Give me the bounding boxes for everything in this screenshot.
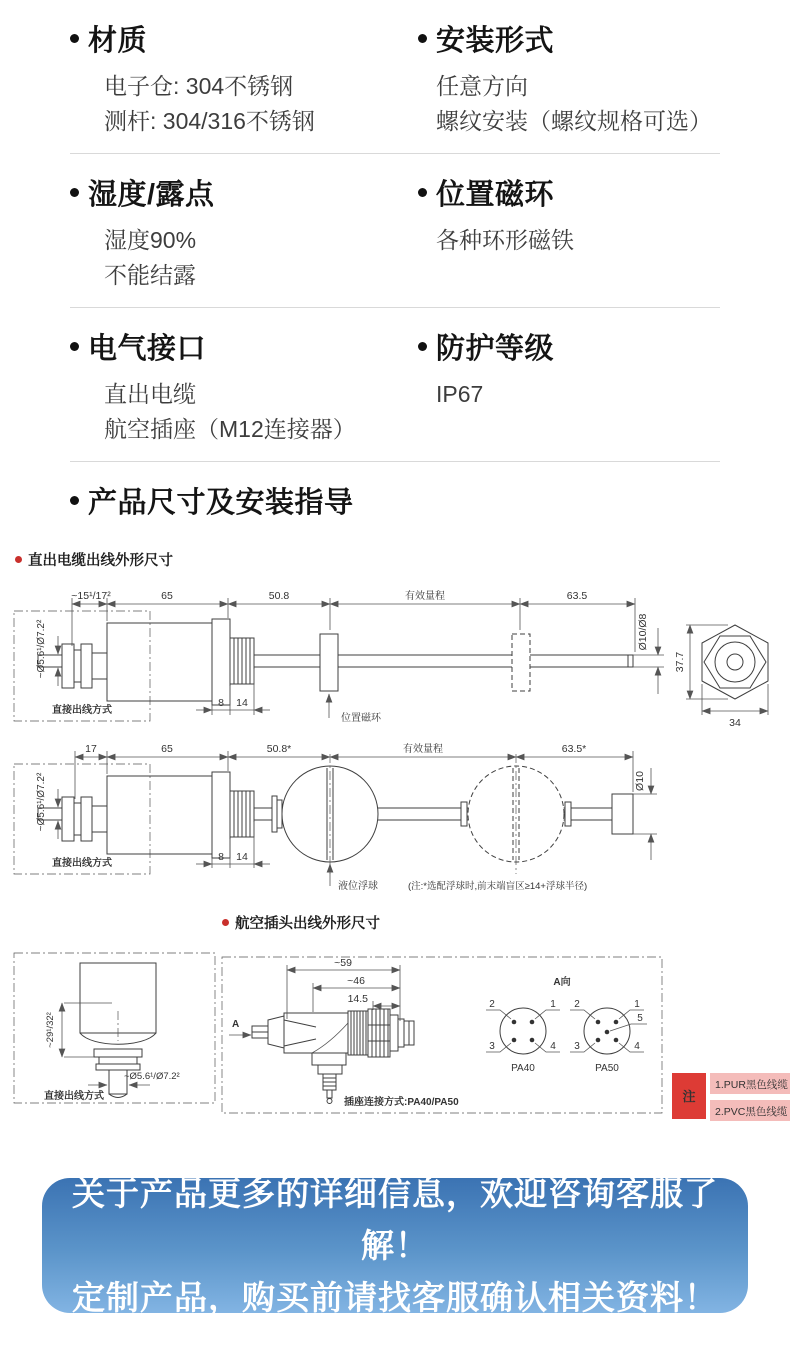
- section-title-row: [0, 480, 790, 521]
- rod-diameter-dim: [633, 768, 657, 860]
- exit-label: 直接出线方式: [44, 1091, 104, 1102]
- dim-label: 37.7: [674, 651, 686, 673]
- spec-title: 安装形式: [436, 25, 555, 57]
- spec-mounting: [418, 16, 720, 139]
- red-bullet-icon: [15, 556, 22, 563]
- pin-label: 3: [574, 1041, 580, 1052]
- bullet-icon: [70, 34, 79, 43]
- spec-humidity: [70, 170, 418, 293]
- float-callout: [330, 864, 587, 892]
- dim-label: ~15¹/17²: [71, 590, 111, 602]
- banner-line-1: 关于产品更多的详细信息，欢迎咨询客服了解！: [72, 1174, 718, 1264]
- spec-value: 湿度90%: [104, 227, 197, 253]
- pin-label: 3: [489, 1041, 495, 1052]
- drawing1-label: 直出电缆出线外形尺寸: [28, 553, 173, 569]
- dim-label: ~46: [347, 975, 365, 987]
- bullet-icon: [418, 188, 427, 197]
- spec-value: 任意方向: [436, 73, 528, 99]
- note-item: 2.PVC黑色线缆: [715, 1106, 788, 1118]
- spec-protection: [418, 324, 720, 447]
- dim-label: 65: [161, 743, 173, 755]
- spec-value: IP67: [436, 381, 484, 407]
- hex-end-view: [674, 625, 768, 729]
- cable-version-drawing: [0, 574, 790, 732]
- dim-label: 50.8*: [266, 743, 292, 755]
- drawing1-label-row: [15, 549, 790, 570]
- dim-label: 14: [236, 697, 248, 709]
- thread-dimensions: [196, 822, 270, 868]
- spec-value: 电子仓: 304不锈钢: [104, 73, 294, 99]
- bullet-icon: [418, 342, 427, 351]
- view-direction-label: A向: [553, 977, 571, 988]
- dim-label: Ø10/Ø8: [637, 613, 649, 651]
- dim-label: 14: [236, 851, 248, 863]
- dim-label: ~Ø5.6¹/Ø7.2²: [36, 772, 47, 832]
- dim-label: Ø10: [634, 771, 646, 791]
- cable-exit-box: [14, 764, 150, 874]
- cable-diameter-dim: [36, 619, 58, 686]
- dim-label: 63.5: [566, 590, 588, 602]
- magnet-label: 位置磁环: [341, 713, 381, 724]
- float-balls: [272, 754, 633, 874]
- pin-label: 1: [550, 999, 556, 1010]
- pin-label: 2: [574, 999, 580, 1010]
- dim-label: 34: [729, 717, 741, 729]
- customer-service-banner: [42, 1174, 748, 1316]
- dim-label: 14.5: [347, 993, 368, 1005]
- spec-row-1: [70, 0, 720, 154]
- pa50-pinout: [570, 999, 647, 1074]
- dim-label: 50.8: [268, 590, 290, 602]
- spec-title: 材质: [88, 25, 148, 57]
- bullet-icon: [418, 34, 427, 43]
- spec-value: 航空插座（M12连接器）: [104, 416, 356, 442]
- spec-row-2: [70, 154, 720, 308]
- aviation-plug-drawing: [0, 935, 790, 1130]
- spec-value: 各种环形磁铁: [436, 227, 574, 253]
- connector-name: PA40: [511, 1063, 535, 1074]
- dim-label: 63.5*: [561, 743, 587, 755]
- pin-label: 2: [489, 999, 495, 1010]
- elbow-connector: [229, 957, 459, 1108]
- rod-diameter-dim: [633, 613, 664, 694]
- pin-label: 4: [550, 1041, 556, 1052]
- spec-title: 防护等级: [436, 333, 555, 365]
- exit-label: 直接出线方式: [52, 705, 112, 716]
- pa40-pinout: [486, 975, 571, 1074]
- section-title: 产品尺寸及安装指导: [88, 487, 354, 519]
- cable-diameter-dim: [36, 772, 58, 839]
- magnet-ring: [320, 634, 530, 691]
- connector-name: PA50: [595, 1063, 619, 1074]
- banner-line-2: 定制产品，购买前请找客服确认相关资料！: [72, 1278, 718, 1316]
- cable-note: [672, 1073, 790, 1121]
- dim-label: 有效量程: [405, 591, 445, 602]
- pin-label: 5: [637, 1013, 643, 1024]
- spec-title: 电气接口: [88, 333, 207, 365]
- cable-exit-box: [14, 611, 150, 721]
- spec-value: 测杆: 304/316不锈钢: [104, 108, 315, 134]
- note-tag: 注: [682, 1089, 696, 1104]
- plug-frame: [222, 957, 662, 1113]
- spec-title: 湿度/露点: [88, 179, 215, 211]
- float-label: 液位浮球: [338, 881, 378, 892]
- dim-label: 有效量程: [403, 744, 443, 755]
- vertical-exit-view: [14, 953, 215, 1103]
- exit-label: 直接出线方式: [52, 858, 112, 869]
- top-dimensions: [71, 589, 635, 652]
- dim-label: ~29¹/32²: [45, 1012, 56, 1048]
- spec-value: 直出电缆: [104, 381, 196, 407]
- note-item: 1.PUR黑色线缆: [715, 1079, 788, 1091]
- view-arrow-label: A: [232, 1019, 240, 1030]
- drawing3-label-row: [222, 912, 790, 933]
- dim-label: 8: [218, 697, 224, 709]
- dim-label: 17: [85, 743, 97, 755]
- spec-list: [0, 0, 790, 462]
- thread-dimensions: [196, 669, 270, 715]
- spec-electrical: [70, 324, 418, 447]
- spec-value: 螺纹安装（螺纹规格可选）: [436, 108, 712, 134]
- spec-magnet-ring: [418, 170, 720, 293]
- pin-label: 1: [634, 999, 640, 1010]
- dim-label: 65: [161, 590, 173, 602]
- red-bullet-icon: [222, 919, 229, 926]
- dim-label: ~59: [334, 957, 352, 969]
- dim-label: ~Ø5.6¹/Ø7.2²: [124, 1071, 180, 1082]
- bullet-icon: [70, 188, 79, 197]
- spec-row-3: [70, 308, 720, 462]
- bullet-icon: [70, 496, 79, 505]
- magnet-callout: [329, 694, 382, 724]
- bullet-icon: [70, 342, 79, 351]
- float-note: (注:*选配浮球时,前末端盲区≥14+浮球半径): [408, 881, 588, 892]
- drawing3-label: 航空插头出线外形尺寸: [235, 916, 380, 932]
- dim-label: ~Ø5.6¹/Ø7.2²: [36, 619, 47, 679]
- pin-label: 4: [634, 1041, 640, 1052]
- float-version-drawing: [0, 734, 790, 906]
- dim-label: 8: [218, 851, 224, 863]
- spec-value: 不能结露: [104, 262, 196, 288]
- spec-title: 位置磁环: [436, 179, 555, 211]
- spec-material: [70, 16, 418, 139]
- plug-connection-label: 插座连接方式:PA40/PA50: [344, 1097, 459, 1108]
